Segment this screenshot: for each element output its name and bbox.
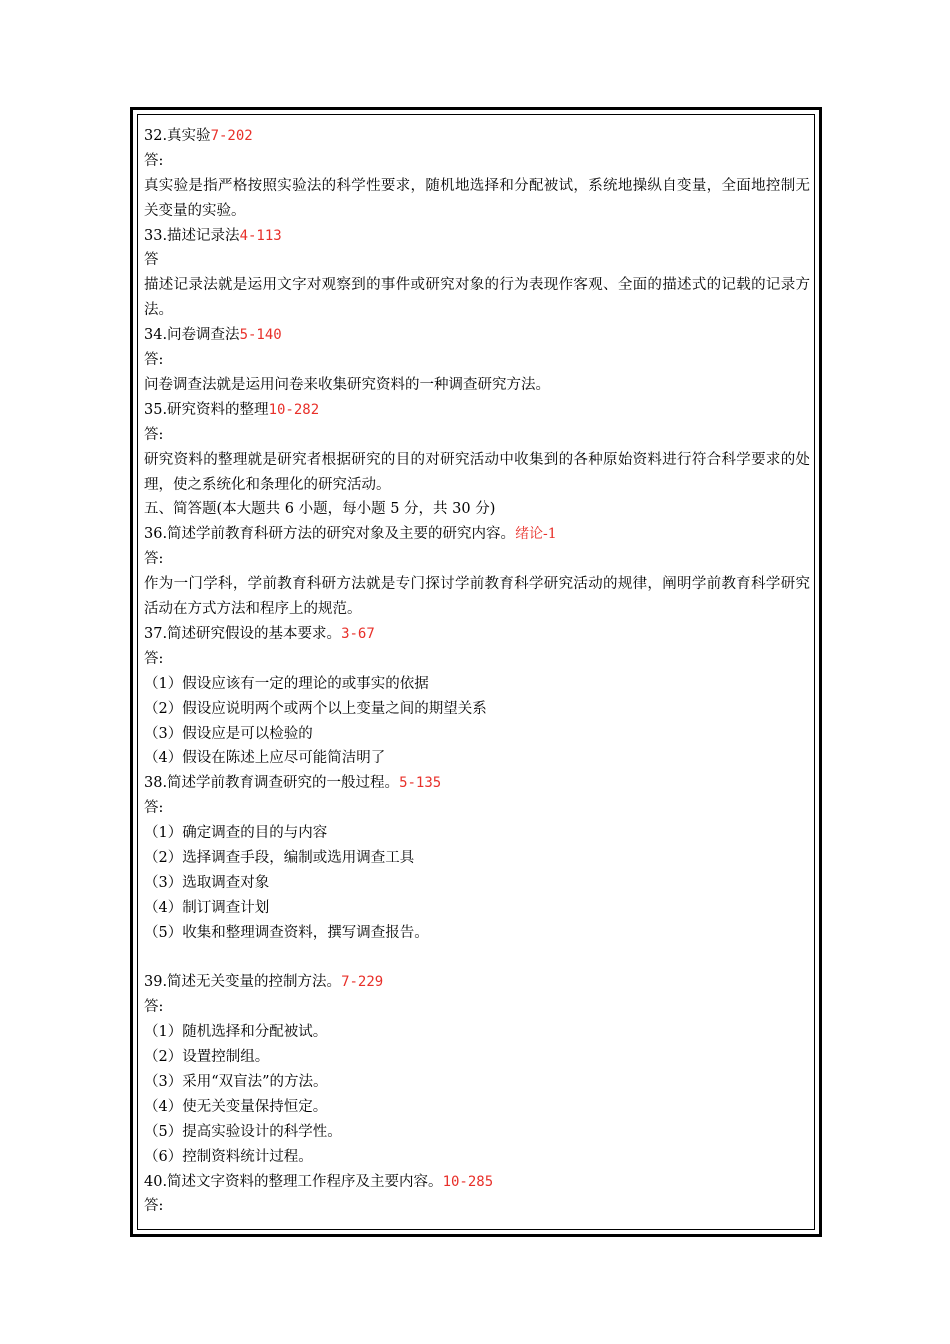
question-34-title (144, 323, 810, 348)
question-37-title (144, 622, 810, 647)
question-32-title (144, 124, 810, 149)
answer-34-body: 问卷调查法就是运用问卷来收集研究资料的一种调查研究方法。 (144, 376, 550, 393)
answer-37-point: （4）假设在陈述上应尽可能简洁明了 (144, 750, 386, 767)
answer-37-point: （2）假设应说明两个或两个以上变量之间的期望关系 (144, 700, 487, 717)
question-38-title (144, 771, 810, 796)
answer-label: 答: (144, 426, 164, 443)
answer-39-point: （3）采用“双盲法”的方法。 (144, 1073, 328, 1090)
answer-33-body: 描述记录法就是运用文字对观察到的事件或研究对象的行为表现作客观、全面的描述式的记载的记录方法。 (144, 277, 810, 319)
question-38-text: 38.简述学前教育调查研究的一般过程。 (144, 775, 400, 792)
answer-38-point: （1）确定调查的目的与内容 (144, 825, 328, 842)
question-36-title (144, 522, 810, 547)
answer-label: 答: (144, 352, 164, 369)
answer-39-point: （6）控制资料统计过程。 (144, 1148, 313, 1165)
question-35-text: 35.研究资料的整理 (144, 401, 269, 418)
answer-label: 答: (144, 551, 164, 568)
question-33-text: 33.描述记录法 (144, 227, 240, 244)
answer-38-point: （4）制订调查计划 (144, 899, 270, 916)
question-34-ref: 5-140 (239, 327, 282, 344)
question-34-text: 34.问卷调查法 (144, 327, 240, 344)
answer-label: 答: (144, 152, 164, 169)
question-35-title (144, 398, 810, 423)
question-40-ref: 10-285 (442, 1173, 494, 1190)
question-38-ref: 5-135 (399, 775, 442, 792)
answer-39-point: （4）使无关变量保持恒定。 (144, 1098, 328, 1115)
answer-38-point: （3）选取调查对象 (144, 874, 270, 891)
question-39-text: 39.简述无关变量的控制方法。 (144, 974, 342, 991)
section-heading: 五、简答题(本大题共 6 小题，每小题 5 分，共 30 分) (144, 501, 496, 518)
question-40-text: 40.简述文字资料的整理工作程序及主要内容。 (144, 1173, 443, 1190)
answer-label: 答: (144, 800, 164, 817)
question-33-ref: 4-113 (239, 227, 282, 244)
answer-39-point: （5）提高实验设计的科学性。 (144, 1123, 342, 1140)
question-39-title (144, 970, 810, 995)
answer-36-body: 作为一门学科，学前教育科研方法就是专门探讨学前教育科学研究活动的规律，阐明学前教育科学研究活动在方式方法和程序上的规范。 (144, 576, 810, 618)
question-32-ref: 7-202 (210, 128, 253, 144)
question-36-ref: 绪论-1 (515, 526, 557, 543)
answer-39-point: （2）设置控制组。 (144, 1049, 270, 1066)
question-35-ref: 10-282 (268, 401, 320, 418)
blank-line (144, 946, 810, 971)
answer-38-point: （5）收集和整理调查资料，撰写调查报告。 (144, 924, 429, 941)
question-40-title (144, 1170, 810, 1195)
answer-label: 答: (144, 999, 164, 1016)
question-37-ref: 3-67 (341, 625, 375, 642)
question-39-ref: 7-229 (341, 974, 384, 991)
answer-37-point: （3）假设应是可以检验的 (144, 725, 313, 742)
answer-label: 答: (144, 650, 164, 667)
answer-37-point: （1）假设应该有一定的理论的或事实的依据 (144, 675, 429, 692)
question-32-text: 32.真实验 (144, 128, 211, 144)
document-content (144, 124, 810, 1219)
answer-32-body: 真实验是指严格按照实验法的科学性要求，随机地选择和分配被试，系统地操纵自变量，全面地控制无关变量的实验。 (144, 177, 810, 219)
question-36-text: 36.简述学前教育科研方法的研究对象及主要的研究内容。 (144, 526, 516, 543)
answer-35-body: 研究资料的整理就是研究者根据研究的目的对研究活动中收集到的各种原始资料进行符合科学要求的处理，使之系统化和条理化的研究活动。 (144, 451, 810, 493)
question-33-title (144, 224, 810, 249)
answer-label: 答 (144, 252, 159, 269)
question-37-text: 37.简述研究假设的基本要求。 (144, 625, 342, 642)
answer-38-point: （2）选择调查手段，编制或选用调查工具 (144, 849, 415, 866)
answer-label: 答: (144, 1198, 164, 1215)
answer-39-point: （1）随机选择和分配被试。 (144, 1024, 328, 1041)
